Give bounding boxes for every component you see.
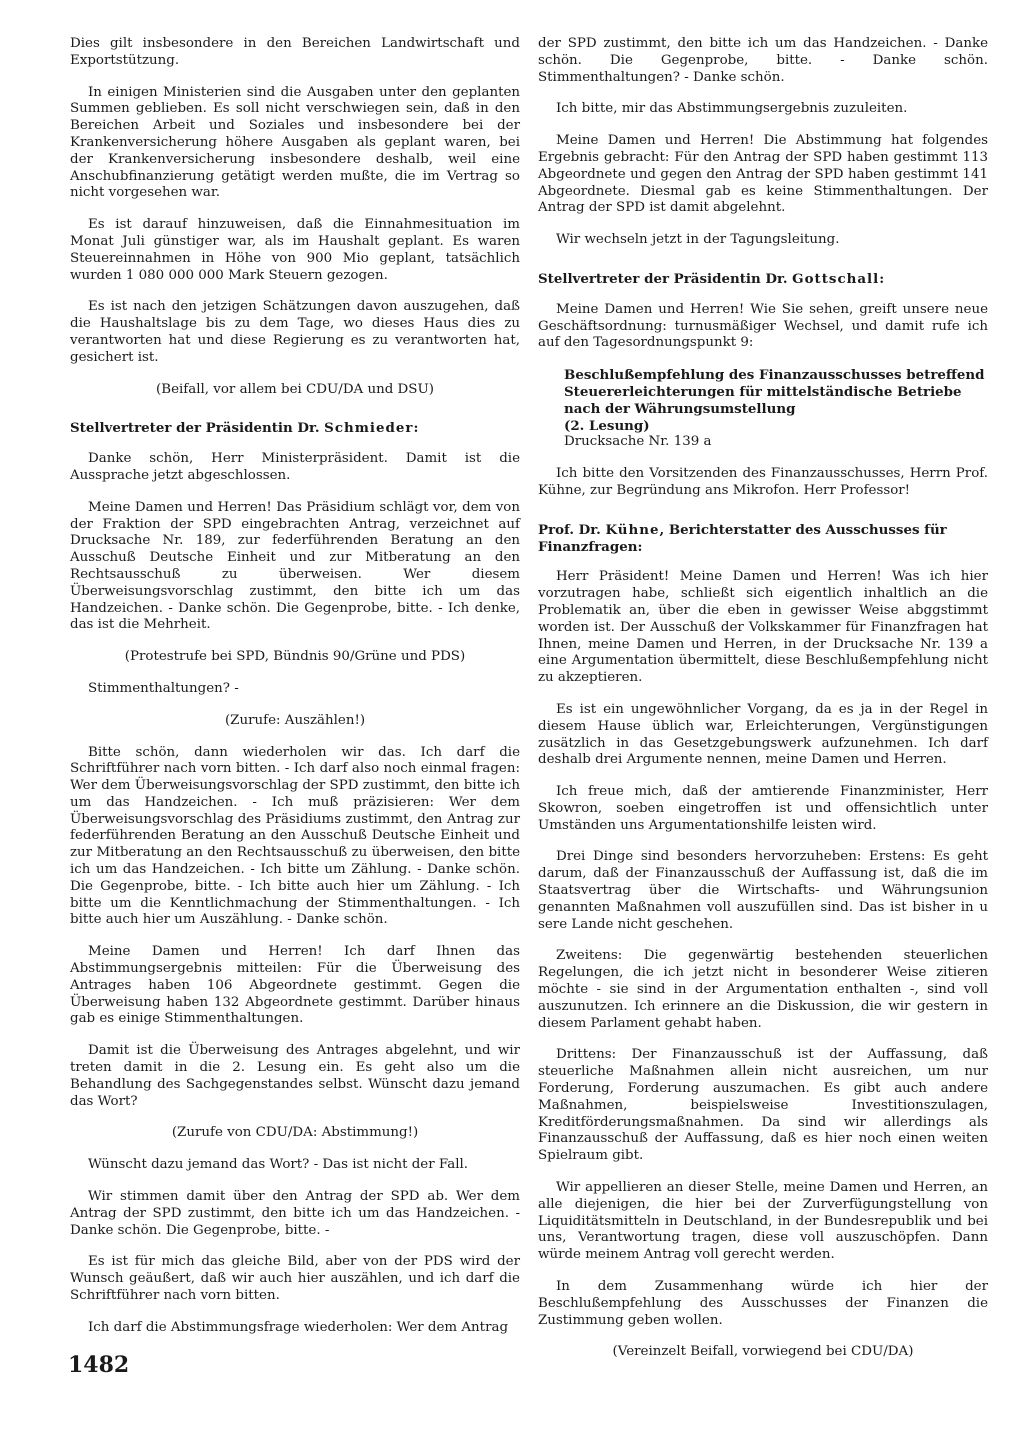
stage-direction: (Zurufe von CDU/DA: Abstimmung!) (171, 1125, 419, 1141)
paragraph: Meine Damen und Herren! Wie Sie sehen, greift unsere neue Geschäftsordnung: turnusmäßiger Wechsel, und damit rufe ich auf den Tagesordnungspunkt 9: (538, 301, 988, 351)
paragraph: Wir stimmen damit über den Antrag der SPD ab. Wer dem Antrag der SPD zustimmt, den bitte ich um das Handzeichen. - Danke schön. Die Gegenprobe, bitte. - (70, 1189, 520, 1238)
right-column (538, 36, 988, 1376)
speaker-heading (538, 271, 988, 288)
paragraph: Es ist ein ungewöhnlicher Vorgang, da es ja in der Regel in diesem Hause üblich war, Erleichterungen, Vergünstigungen zusätzlich in das Gesetzgebungswerk aufzunehmen. Ich darf deshalb drei Argumente nennen, meine Damen und Herren. (538, 701, 988, 768)
speaker-role: , Berichterstatter des Ausschusses für Finanzfragen: (538, 521, 947, 555)
paragraph: Drittens: Der Finanzausschuß ist der Auffassung, daß steuerliche Maßnahmen allein nicht ausreichen, um nur Forderung, Forderung auszumachen. Es gibt auch andere Maßnahmen, beispielsweise Investitionszulagen, Kreditförderungsmaßnahmen. Da sind wir allerdings als Finanzausschuß der Auffassung, daß es hier noch einen weiten Spielraum gibt. (538, 1047, 988, 1164)
stage-direction: (Vereinzelt Beifall, vorwiegend bei CDU/DA) (612, 1344, 914, 1360)
paragraph: Stimmenthaltungen? - (88, 680, 239, 696)
paragraph: Damit ist die Überweisung des Antrages abgelehnt, und wir treten damit in die 2. Lesung ein. Es geht also um die Behandlung des Sachgegenstandes selbst. Wünscht dazu jemand das Wort? (70, 1043, 520, 1109)
paragraph: Bitte schön, dann wiederholen wir das. Ich darf die Schriftführer nach vorn bitten. - Ich darf also noch einmal fragen: Wer dem Überweisungsvorschlag der SPD zustimmt, den bitte ich um das Handzeichen. - Ich muß präzisieren: Wer dem Überweisungsvorschlag des Präsidiums zustimmt, den Antrag zur federführenden Beratung an den Ausschuß Deutsche Einheit und zur Mitberatung an den Rechtsausschuß zu überweisen, den bitte ich um das Handzeichen. - Ich bitte um Zählung. - Danke schön. Die Gegenprobe, bitte. - Ich bitte auch hier um Zählung. - Ich bitte um die Kenntlichmachung der Stimmenthaltungen. - Ich bitte auch hier um Auszählung. - Danke schön. (70, 744, 520, 928)
paragraph: Dies gilt insbesondere in den Bereichen Landwirtschaft und Exportstützung. (70, 36, 520, 68)
paragraph: In einigen Ministerien sind die Ausgaben unter den geplanten Summen geblieben. Es soll nicht verschwiegen sein, daß in den Bereichen Arbeit und Soziales und insbesondere bei der Krankenversicherung höhere Ausgaben als geplant waren, bei der Krankenversicherung insbesondere deshalb, weil eine Anschubfinanzierung getätigt werden mußte, die im Vertrag so nicht vorgesehen war. (70, 84, 520, 201)
stage-direction: (Protestrufe bei SPD, Bündnis 90/Grüne und PDS) (124, 649, 466, 665)
paragraph: Ich darf die Abstimmungsfrage wiederholen: Wer dem Antrag (88, 1319, 509, 1335)
agenda-reading: (2. Lesung) (564, 417, 650, 434)
paragraph: Wir wechseln jetzt in der Tagungsleitung. (556, 232, 840, 248)
paragraph: Ich freue mich, daß der amtierende Finanzminister, Herr Skowron, soeben eingetroffen ist und offensichtlich unter Umständen uns Argumentationshilfe leisten wird. (538, 784, 988, 833)
paragraph: Es ist darauf hinzuweisen, daß die Einnahmesituation im Monat Juli günstiger war, als im Haushalt geplant. Es waren Steuereinnahmen in Höhe von 900 Mio geplant, tatsächlich wurden 1 080 000 000 Mark Steuern gezogen. (70, 217, 520, 283)
speaker-name: Schmieder: (324, 420, 420, 437)
paragraph: In dem Zusammenhang würde ich hier der Beschlußempfehlung des Ausschusses der Finanzen die Zustimmung geben wollen. (538, 1279, 988, 1328)
paragraph: Meine Damen und Herren! Die Abstimmung hat folgendes Ergebnis gebracht: Für den Antrag der SPD haben gestimmt 113 Abgeordnete und gegen den Antrag der SPD haben gestimmt 141 Abgeordnete. Diesmal gab es keine Stimmenthaltungen. Der Antrag der SPD ist damit abgelehnt. (538, 133, 988, 216)
paragraph: Wir appellieren an dieser Stelle, meine Damen und Herren, an alle diejenigen, die hier bei der Zurverfügungstellung von Liquiditätsmitteln in Deutschland, in der Bundesrepublik und bei uns, Verantwortung tragen, diese voll auszuschöpfen. Dann würde meinem Antrag voll gerecht werden. (538, 1180, 988, 1263)
speaker-heading (538, 522, 988, 556)
paragraph: Meine Damen und Herren! Das Präsidium schlägt vor, dem von der Fraktion der SPD eingebrachten Antrag, verzeichnet auf Drucksache Nr. 189, zur federführenden Beratung an den Ausschuß Deutsche Einheit und zur Mitberatung an den Rechtsausschuß zu überweisen. Wer diesem Überweisungsvorschlag zustimmt, den bitte ich um das Handzeichen. - Danke schön. Die Gegenprobe, bitte. - Ich denke, das ist die Mehrheit. (70, 499, 520, 633)
speaker-title: Prof. Dr. (538, 521, 606, 538)
agenda-document-number: Drucksache Nr. 139 a (564, 434, 712, 450)
paragraph: Ich bitte den Vorsitzenden des Finanzausschusses, Herrn Prof. Kühne, zur Begründung ans Mikrofon. Herr Professor! (538, 466, 988, 498)
page-number: 1482 (68, 1352, 130, 1378)
agenda-item (564, 367, 988, 451)
speaker-name: Kühne (605, 521, 660, 538)
paragraph: Danke schön, Herr Ministerpräsident. Damit ist die Aussprache jetzt abgeschlossen. (70, 451, 520, 483)
paragraph: Zweitens: Die gegenwärtig bestehenden steuerlichen Regelungen, die ich jetzt nicht in besonderer Weise zitieren möchte - sie sind in der Argumentation enthalten -, sind voll auszunutzen. Ich erinnere an die Diskussion, die wir gestern in diesem Parlament gehabt haben. (538, 948, 988, 1031)
speaker-name: Gottschall: (792, 270, 886, 287)
speaker-heading (70, 420, 520, 437)
paragraph: Es ist nach den jetzigen Schätzungen davon auszugehen, daß die Haushaltslage bis zu dem Tage, wo dieses Haus dies zu verantworten hat und diese Regierung es zu verantworten hat, gesichert ist. (70, 299, 520, 365)
paragraph: Ich bitte, mir das Abstimmungsergebnis zuzuleiten. (556, 101, 908, 117)
paragraph: Wünscht dazu jemand das Wort? - Das ist nicht der Fall. (88, 1157, 469, 1173)
paragraph: der SPD zustimmt, den bitte ich um das Handzeichen. - Danke schön. Die Gegenprobe, bitte. - Danke schön. Stimmenthaltungen? - Danke schön. (538, 36, 988, 85)
paragraph: Herr Präsident! Meine Damen und Herren! Was ich hier vorzutragen habe, schließt sich eigentlich inhaltlich an die Problematik an, über die eben in gewisser Weise abggstimmt worden ist. Der Ausschuß der Volkskammer für Finanzfragen hat Ihnen, meine Damen und Herren, in der Drucksache Nr. 139 a eine Argumentation übermittelt, diese Beschlußempfehlung nicht zu akzeptieren. (538, 569, 988, 686)
stage-direction: (Zurufe: Auszählen!) (224, 712, 366, 728)
left-column (70, 36, 520, 1352)
paragraph: Meine Damen und Herren! Ich darf Ihnen das Abstimmungsergebnis mitteilen: Für die Überweisung des Antrages haben 106 Abgeordnete gestimmt. Gegen die Überweisung haben 132 Abgeordnete gestimmt. Darüber hinaus gab es einige Stimmenthaltungen. (70, 944, 520, 1027)
speaker-title: Stellvertreter der Präsidentin Dr. (538, 270, 793, 287)
paragraph: Es ist für mich das gleiche Bild, aber von der PDS wird der Wunsch geäußert, daß wir auch hier auszählen, und ich darf die Schriftführer nach vorn bitten. (70, 1254, 520, 1304)
stage-direction: (Beifall, vor allem bei CDU/DA und DSU) (156, 381, 434, 397)
paragraph: Drei Dinge sind besonders hervorzuheben: Erstens: Es geht darum, daß der Finanzausschuß der Auffassung ist, daß die im Staatsvertrag über die Wirtschafts- und Währungsunion genannten Maßnahmen voll auszufüllen sind. Das ist bisher in u sere Lande nicht geschehen. (538, 849, 988, 932)
speaker-title: Stellvertreter der Präsidentin Dr. (70, 420, 325, 437)
agenda-title: Beschlußempfehlung des Finanzausschusses betreffend Steuererleichterungen für mittelständische Betriebe nach der Währungsumstellung (564, 367, 985, 417)
